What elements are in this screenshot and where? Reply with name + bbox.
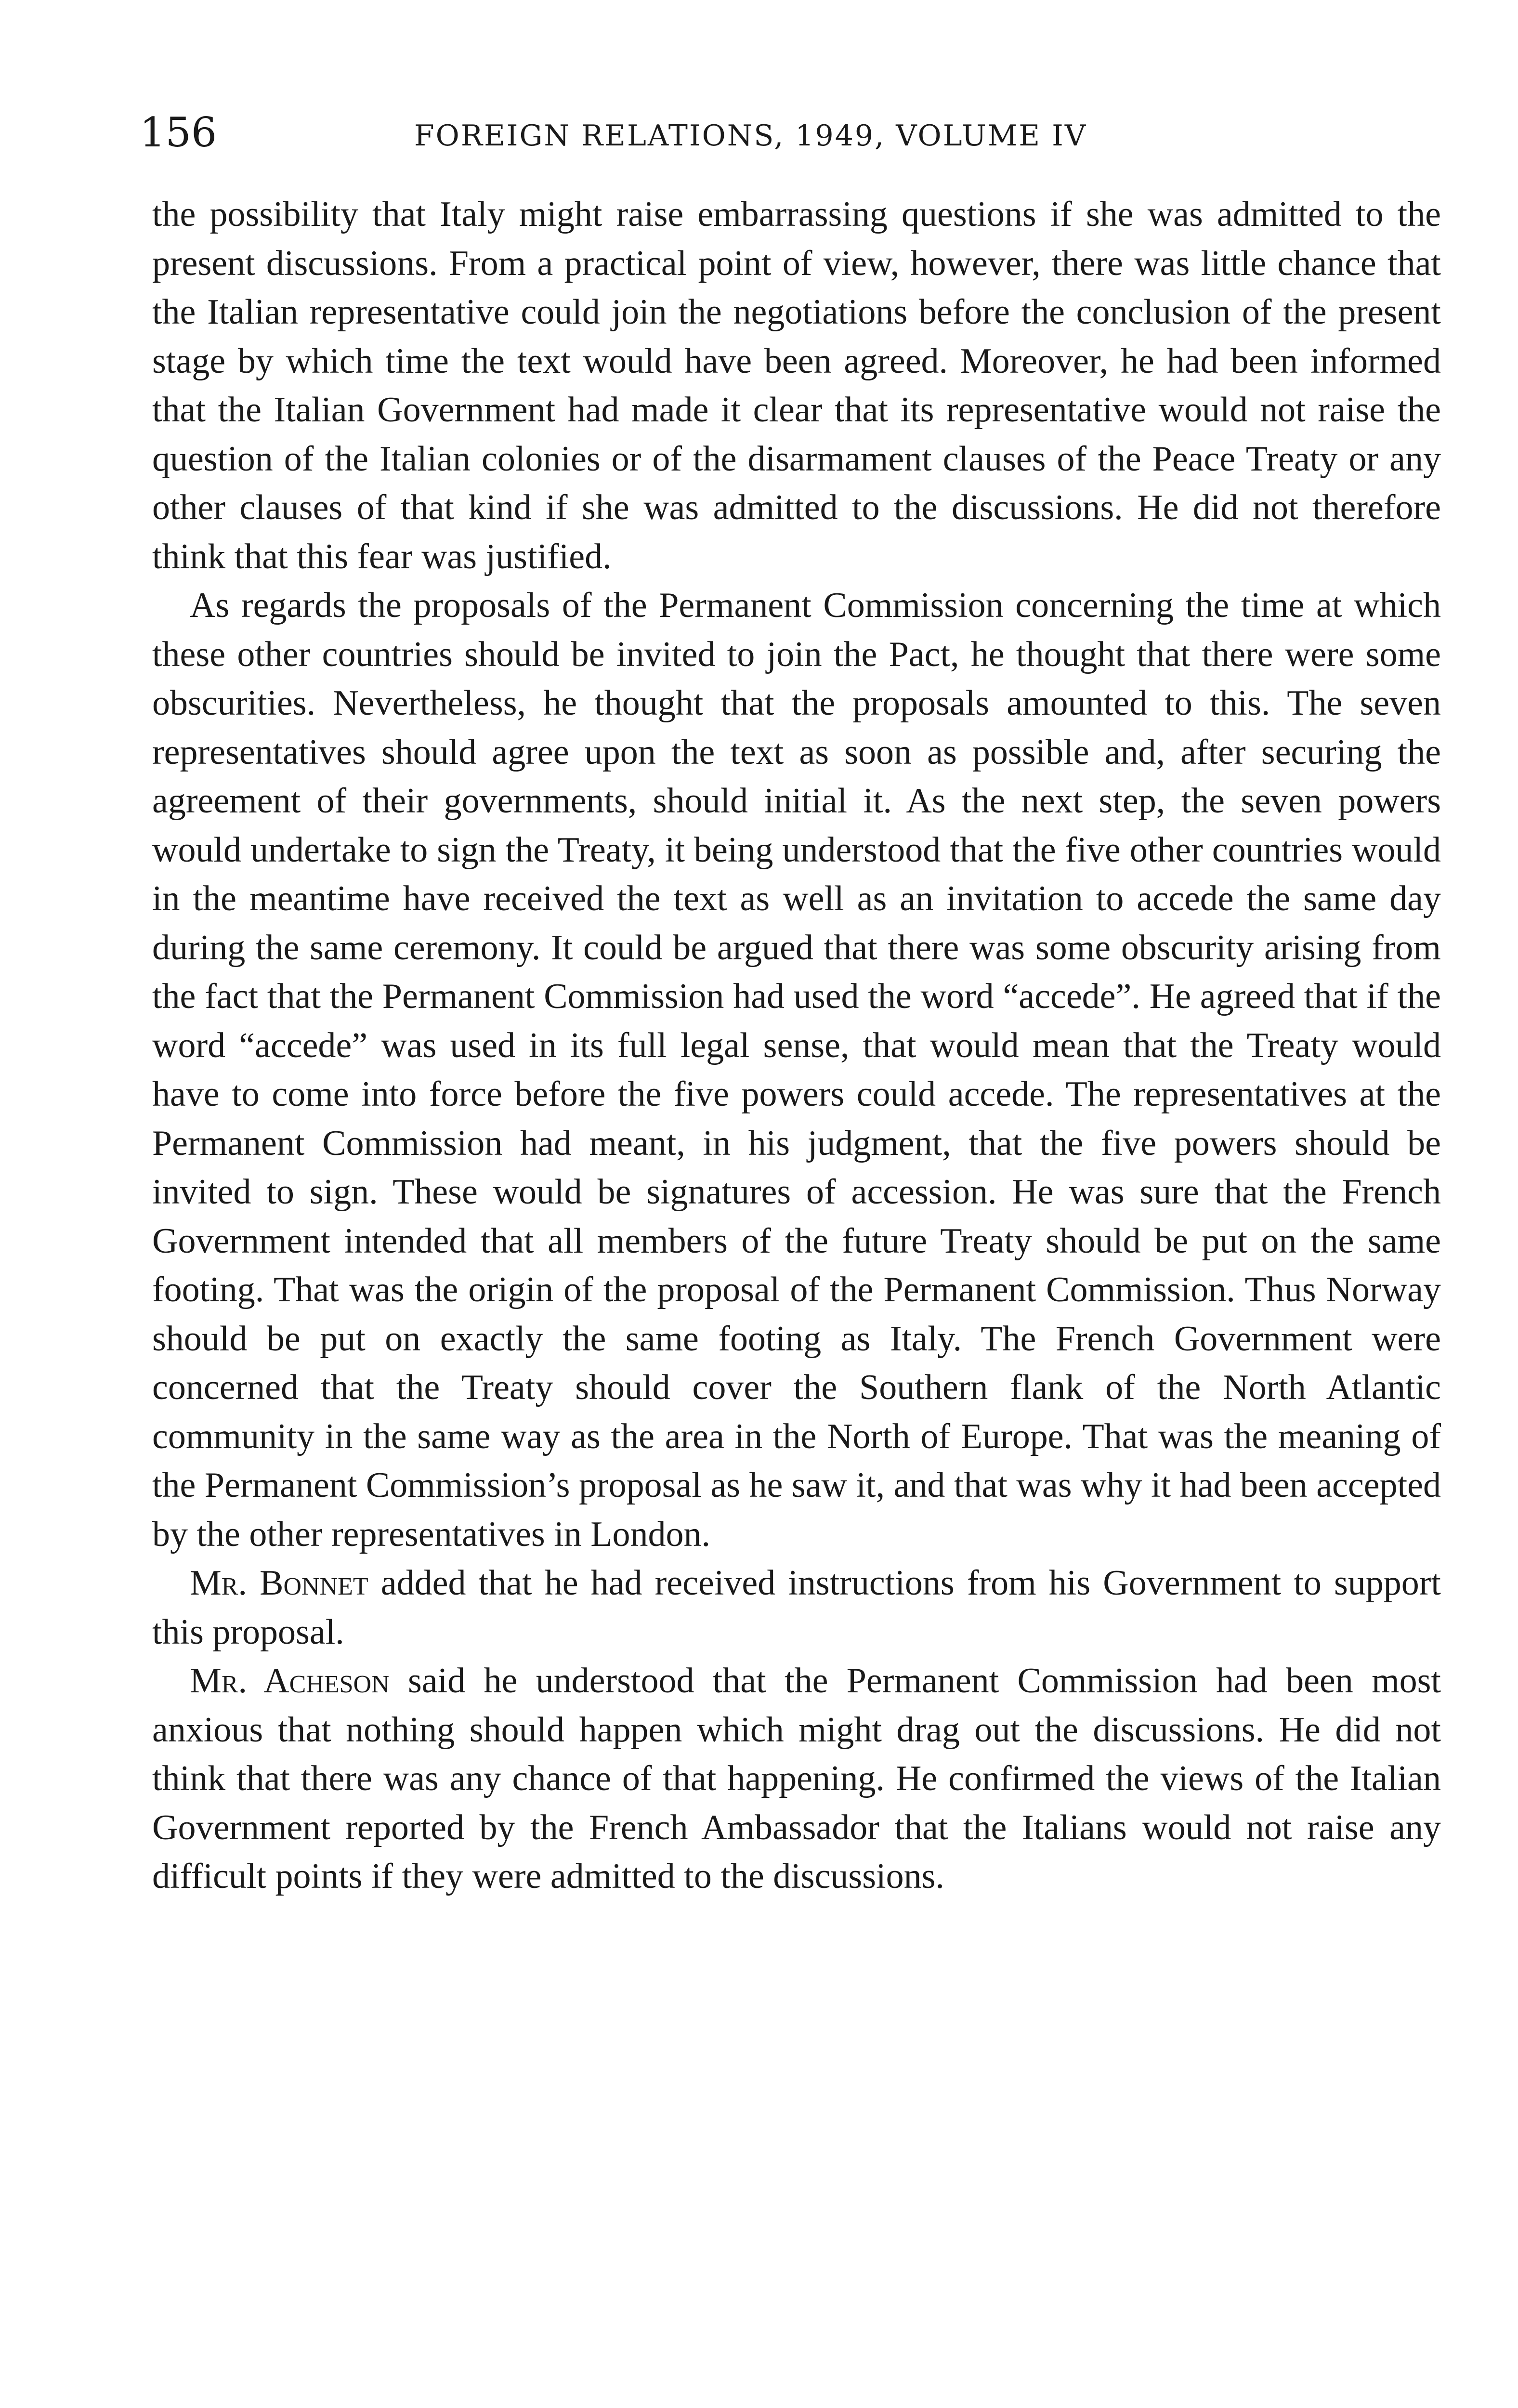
paragraph-text: As regards the proposals of the Permanent Commission concerning the time at which these other countries should be invited to join the Pact, he thought that there were some obscurities. Nevertheless, he thought that the proposals amounted to this. The seven representatives should agree upon the text as soon as possible and, after securing the agreement of their governments, should initial it. As the next step, the seven powers would undertake to sign the Treaty, it being understood that the five other countries would in the meantime have received the text as well as an invitation to accede the same day during the same ceremony. It could be argued that there was some obscurity arising from the fact that the Permanent Commission had used the word “accede”. He agreed that if the word “accede” was used in its full legal sense, that would mean that the Treaty would have to come into force before the five powers could accede. The representatives at the Permanent Commission had meant, in his judgment, that the five powers should be invited to sign. These would be signatures of accession. He was sure that the French Government intended that all members of the future Treaty should be put on the same footing. That was the origin of the proposal of the Permanent Commission. Thus Norway should be put on exactly the same footing as Italy. The French Government were concerned that the Treaty should cover the Southern flank of the North Atlantic community in the same way as the area in the North of Europe. That was the meaning of the Permanent Commission’s proposal as he saw it, and that was why it had been accepted by the other representatives in London.: [152, 586, 1441, 1554]
paragraph-text: said he understood that the Permanent Commission had been most anxious that nothing should happen which might drag out the discussions. He did not think that there was any chance of that happening. He confirmed the views of the Italian Government reported by the French Ambassador that the Italians would not raise any difficult points if they were admitted to the discussions.: [152, 1661, 1441, 1896]
body-text: [152, 190, 1441, 1901]
paragraph-continuation: [152, 190, 1441, 581]
paragraph-text: the possibility that Italy might raise embarrassing questions if she was admitted to the present discussions. From a practical point of view, however, there was little chance that the Italian representative could join the negotiations before the conclusion of the present stage by which time the text would have been agreed. Moreover, he had been informed that the Italian Government had made it clear that its representative would not raise the question of the Italian colonies or of the disarmament clauses of the Peace Treaty or any other clauses of that kind if she was admitted to the discussions. He did not therefore think that this fear was justified.: [152, 195, 1441, 576]
paragraph-permanent-commission: [152, 581, 1441, 1559]
paragraph-bonnet: [152, 1559, 1441, 1657]
paragraph-text: added that he had received instructions from his Government to support this proposal.: [152, 1563, 1441, 1652]
page-number: 156: [140, 109, 217, 156]
running-head: FOREIGN RELATIONS, 1949, VOLUME IV: [414, 119, 1087, 153]
speaker-name: Mr. Acheson: [190, 1661, 390, 1701]
paragraph-acheson: [152, 1657, 1441, 1901]
speaker-name: Mr. Bonnet: [190, 1563, 368, 1603]
page-header: [140, 104, 1440, 161]
